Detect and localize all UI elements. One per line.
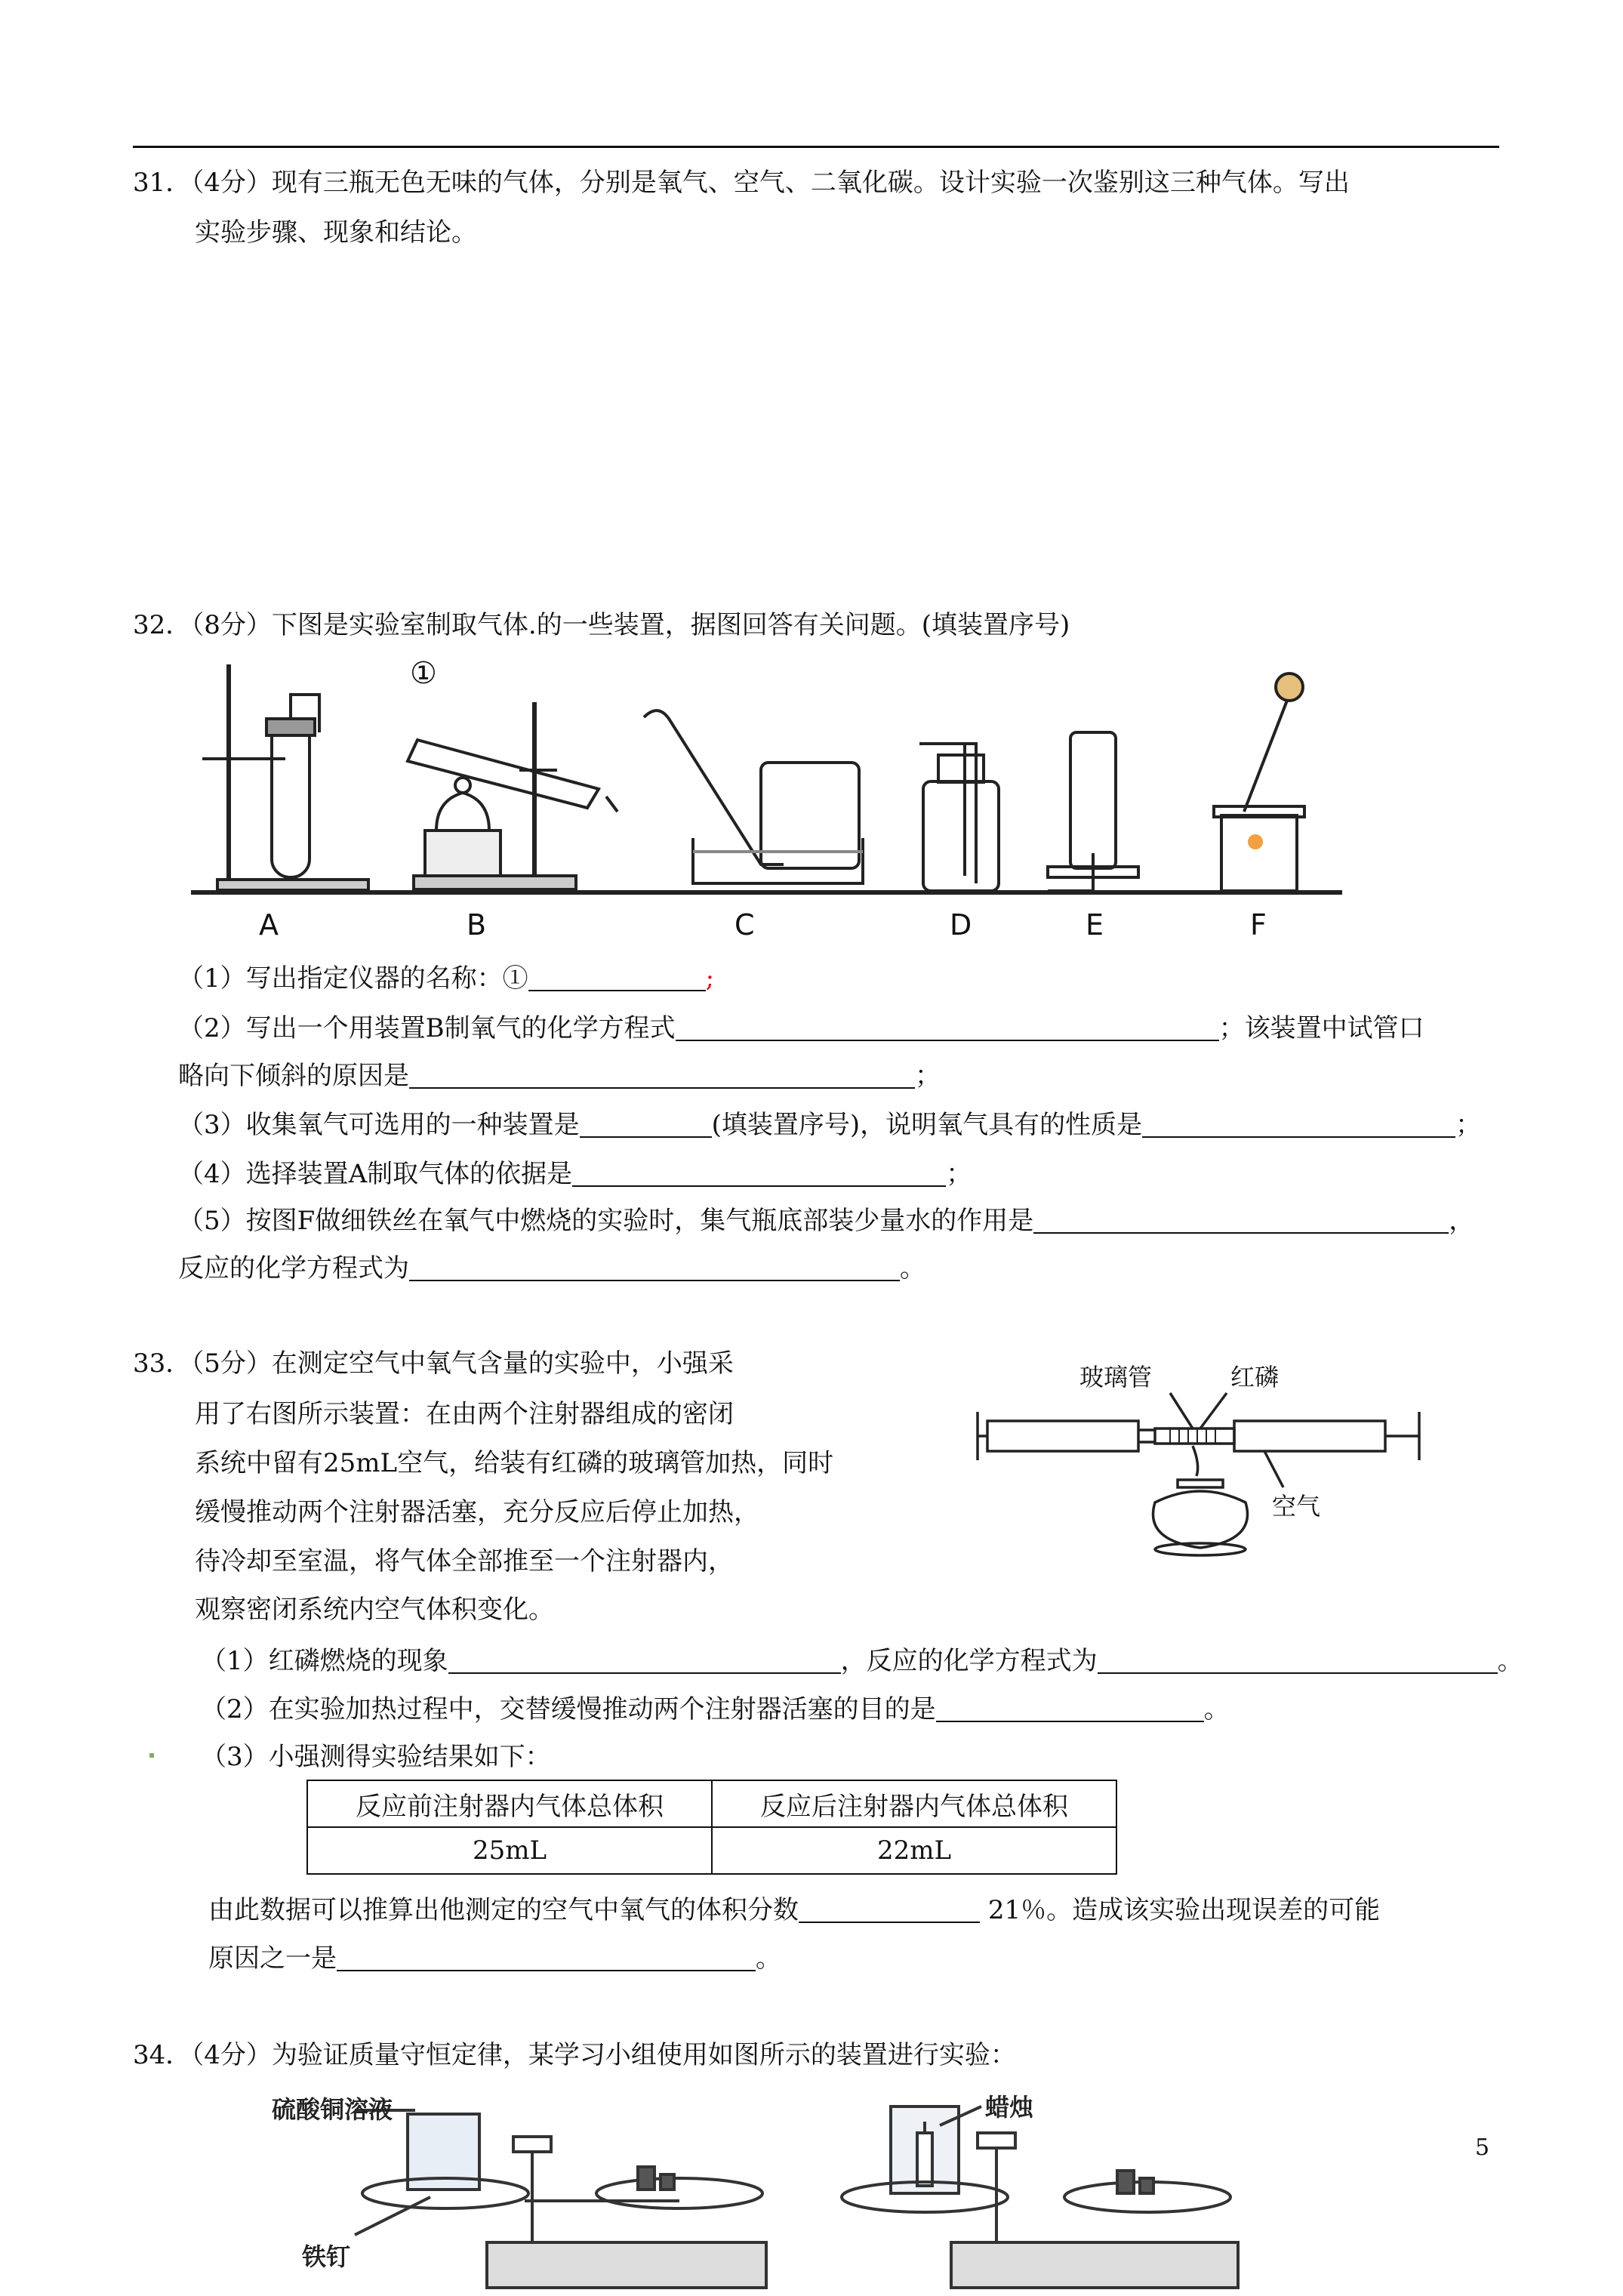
q33-after-line1: 由此数据可以推算出他测定的空气中氧气的体积分数 21％。造成该实验出现误差的可能 [208, 1895, 1381, 1925]
q32-part3: （3）收集氧气可选用的一种装置是 (填装置序号)，说明氧气具有的性质是 ； [178, 1110, 1482, 1140]
q33-line5: 待冷却至室温，将气体全部推至一个注射器内， [195, 1546, 734, 1576]
label-D: D [950, 908, 972, 942]
label-glass-tube: 玻璃管 [1079, 1363, 1153, 1391]
q32-part1: （1）写出指定仪器的名称：① ; [178, 963, 715, 994]
callout-1: ① [410, 656, 437, 691]
label-A: A [259, 908, 279, 942]
label-copper-sulfate: 硫酸铜溶液 [272, 2095, 393, 2124]
q32-part4: （4）选择装置A制取气体的依据是 ； [178, 1159, 972, 1189]
label-B: B [467, 908, 487, 942]
table-value-before: 25mL [307, 1827, 712, 1874]
q33-line4: 缓慢推动两个注射器活塞，充分反应后停止加热， [195, 1497, 759, 1527]
q32-part2b: 略向下倾斜的原因是 ； [178, 1061, 941, 1091]
q32-part5a: （5）按图F做细铁丝在氧气中燃烧的实验时，集气瓶底部装少量水的作用是 ， [178, 1206, 1475, 1236]
q33-sub1: （1）红磷燃烧的现象 ，反应的化学方程式为 。 [201, 1646, 1523, 1676]
q33-after-line2: 原因之一是 。 [208, 1943, 781, 1974]
q33-line6: 观察密闭系统内空气体积变化。 [195, 1595, 554, 1625]
q33-line1: 33．（5分）在测定空气中氧气含量的实验中，小强采 [133, 1348, 734, 1379]
stray-mark [149, 1753, 154, 1758]
label-candle: 蜡烛 [985, 2093, 1034, 2122]
q32-part2a: （2）写出一个用装置B制氧气的化学方程式 ；该装置中试管口 [178, 1013, 1424, 1043]
q33-result-table [306, 1780, 1117, 1875]
q33-line3: 系统中留有25mL空气，给装有红磷的玻璃管加热，同时 [195, 1448, 834, 1478]
q32-apparatus-figure [187, 649, 1357, 944]
table-header-after: 反应后注射器内气体总体积 [712, 1780, 1116, 1827]
top-rule [133, 146, 1499, 148]
q33-syringe-figure [974, 1351, 1442, 1563]
q31-line2: 实验步骤、现象和结论。 [195, 217, 477, 248]
q33-sub3: （3）小强测得实验结果如下： [201, 1742, 551, 1772]
label-red-phosphorus: 红磷 [1230, 1363, 1280, 1391]
q32-stem: 32．（8分）下图是实验室制取气体.的一些装置，据图回答有关问题。(填装置序号) [133, 610, 1070, 640]
table-value-after: 22mL [712, 1827, 1116, 1874]
page-number: 5 [1475, 2134, 1490, 2161]
label-iron-nail: 铁钉 [302, 2242, 351, 2271]
q34-balance-figure [257, 2091, 1427, 2296]
label-C: C [735, 908, 755, 942]
q32-part5b: 反应的化学方程式为 。 [178, 1253, 925, 1284]
q33-sub2: （2）在实验加热过程中，交替缓慢推动两个注射器活塞的目的是 。 [201, 1694, 1230, 1724]
label-F: F [1250, 908, 1267, 942]
q34-stem: 34．（4分）为验证质量守恒定律，某学习小组使用如图所示的装置进行实验： [133, 2040, 1016, 2070]
q33-line2: 用了右图所示装置：在由两个注射器组成的密闭 [195, 1399, 734, 1429]
label-E: E [1086, 908, 1104, 942]
label-air: 空气 [1272, 1492, 1321, 1521]
q31-line1: 31．（4分）现有三瓶无色无味的气体，分别是氧气、空气、二氧化碳。设计实验一次鉴别这三种气体。写出 [133, 168, 1350, 198]
table-header-before: 反应前注射器内气体总体积 [307, 1780, 712, 1827]
